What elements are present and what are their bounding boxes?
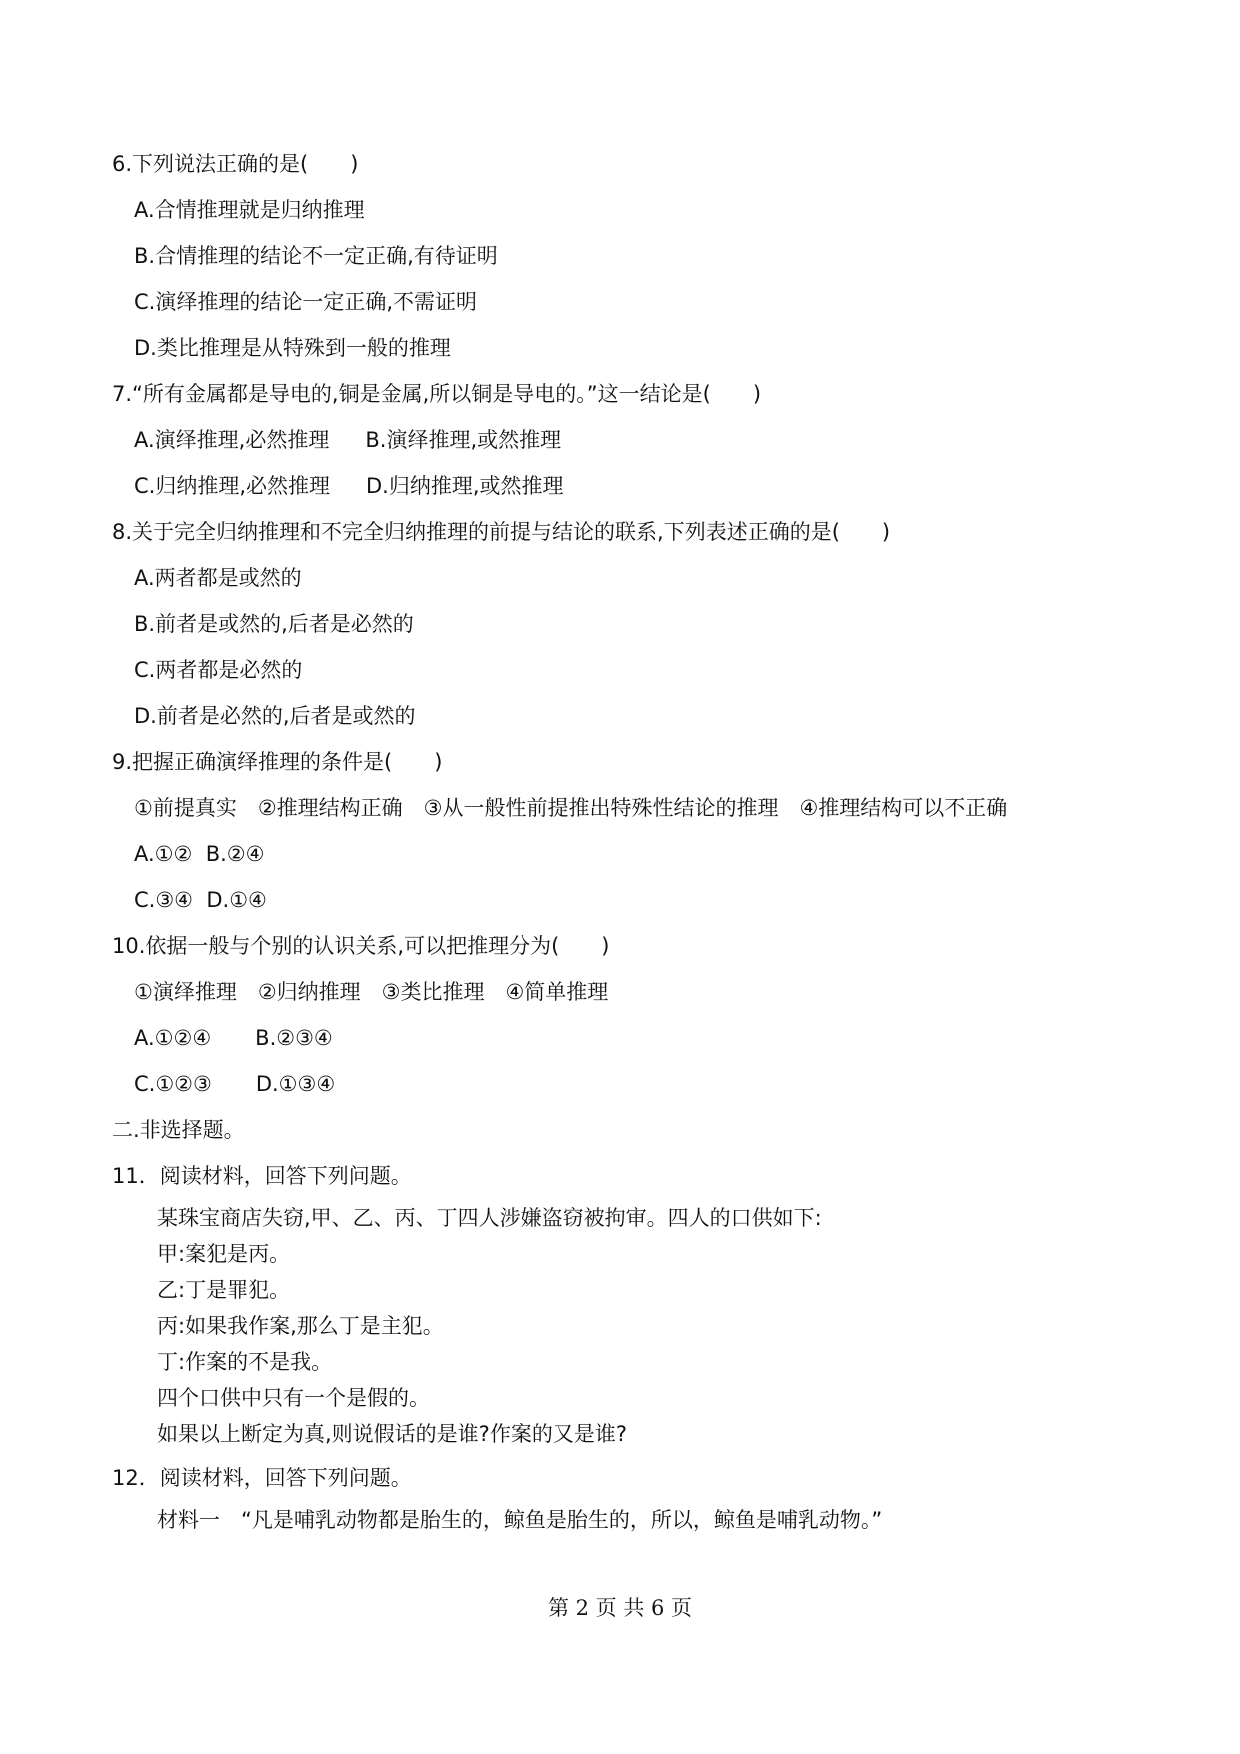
question-12-material-1: 材料一 “凡是哺乳动物都是胎生的，鲸鱼是胎生的，所以，鲸鱼是哺乳动物。” bbox=[157, 1508, 883, 1532]
question-9-option-b: B.②④ bbox=[205, 842, 265, 866]
question-6-option-d: D.类比推理是从特殊到一般的推理 bbox=[134, 336, 451, 360]
question-6-option-a: A.合情推理就是归纳推理 bbox=[134, 198, 365, 222]
question-7-option-b: B.演绎推理,或然推理 bbox=[365, 428, 562, 452]
question-11-material-line-3: 乙:丁是罪犯。 bbox=[157, 1278, 291, 1302]
question-9-option-c: C.③④ bbox=[134, 888, 193, 912]
question-10-options-row-1 bbox=[134, 1024, 333, 1052]
question-11-material-line-6: 四个口供中只有一个是假的。 bbox=[157, 1386, 430, 1410]
question-6-stem: 6.下列说法正确的是( ) bbox=[112, 152, 359, 176]
question-10-option-c: C.①②③ bbox=[134, 1072, 212, 1096]
question-7-option-c: C.归纳推理,必然推理 bbox=[134, 474, 331, 498]
question-11-material-line-7: 如果以上断定为真,则说假话的是谁?作案的又是谁? bbox=[157, 1422, 627, 1446]
question-11-material-line-2: 甲:案犯是丙。 bbox=[157, 1242, 291, 1266]
question-9-option-a: A.①② bbox=[134, 842, 193, 866]
question-9-option-d: D.①④ bbox=[206, 888, 267, 912]
question-11-material-line-5: 丁:作案的不是我。 bbox=[157, 1350, 333, 1374]
question-7-option-d: D.归纳推理,或然推理 bbox=[366, 474, 564, 498]
question-8-option-b: B.前者是或然的,后者是必然的 bbox=[134, 612, 414, 636]
question-11-material-line-4: 丙:如果我作案,那么丁是主犯。 bbox=[157, 1314, 444, 1338]
question-11-stem: 11．阅读材料，回答下列问题。 bbox=[112, 1164, 412, 1188]
section-2-heading: 二.非选择题。 bbox=[112, 1118, 245, 1142]
question-7-option-a: A.演绎推理,必然推理 bbox=[134, 428, 330, 452]
question-9-items: ①前提真实 ②推理结构正确 ③从一般性前提推出特殊性结论的推理 ④推理结构可以不正确 bbox=[134, 796, 1008, 820]
question-10-stem: 10.依据一般与个别的认识关系,可以把推理分为( ) bbox=[112, 934, 610, 958]
question-9-options-row-1 bbox=[134, 840, 264, 868]
question-10-items: ①演绎推理 ②归纳推理 ③类比推理 ④简单推理 bbox=[134, 980, 609, 1004]
question-10-options-row-2 bbox=[134, 1070, 335, 1098]
question-6-option-b: B.合情推理的结论不一定正确,有待证明 bbox=[134, 244, 498, 268]
question-12-stem: 12．阅读材料，回答下列问题。 bbox=[112, 1466, 412, 1490]
question-10-option-d: D.①③④ bbox=[255, 1072, 336, 1096]
question-8-option-a: A.两者都是或然的 bbox=[134, 566, 302, 590]
question-8-option-d: D.前者是必然的,后者是或然的 bbox=[134, 704, 416, 728]
page-footer: 第 2 页 共 6 页 bbox=[547, 1596, 693, 1620]
question-7-options-row-1 bbox=[134, 426, 561, 454]
question-11-material-line-1: 某珠宝商店失窃,甲、乙、丙、丁四人涉嫌盗窃被拘审。四人的口供如下: bbox=[157, 1206, 822, 1230]
question-7-stem: 7.“所有金属都是导电的,铜是金属,所以铜是导电的。”这一结论是( ) bbox=[112, 382, 762, 406]
question-9-options-row-2 bbox=[134, 886, 267, 914]
question-9-stem: 9.把握正确演绎推理的条件是( ) bbox=[112, 750, 443, 774]
question-10-option-b: B.②③④ bbox=[255, 1026, 333, 1050]
question-8-option-c: C.两者都是必然的 bbox=[134, 658, 303, 682]
question-10-option-a: A.①②④ bbox=[134, 1026, 212, 1050]
question-6-option-c: C.演绎推理的结论一定正确,不需证明 bbox=[134, 290, 478, 314]
question-8-stem: 8.关于完全归纳推理和不完全归纳推理的前提与结论的联系,下列表述正确的是( ) bbox=[112, 520, 891, 544]
question-7-options-row-2 bbox=[134, 472, 564, 500]
